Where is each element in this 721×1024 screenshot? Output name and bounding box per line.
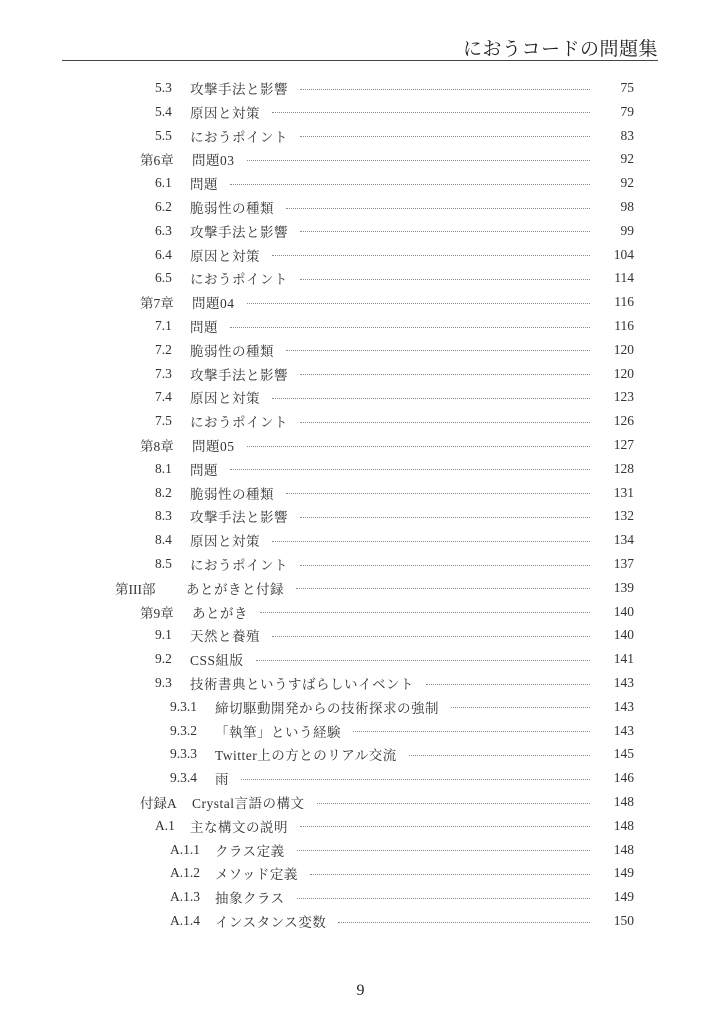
toc-entry-number: 9.3.3 bbox=[170, 746, 197, 762]
dot-leader bbox=[286, 493, 590, 494]
toc-entry-number: 8.2 bbox=[155, 484, 172, 500]
toc-entry-page: 92 bbox=[620, 151, 634, 167]
toc-entry-chapter[interactable] bbox=[140, 291, 634, 313]
toc-entry-title: 攻撃手法と影響 bbox=[190, 224, 288, 240]
toc-entry-number: 第6章 bbox=[140, 153, 174, 169]
toc-entry-section[interactable] bbox=[155, 244, 634, 266]
toc-entry-number: 9.3.2 bbox=[170, 722, 197, 738]
toc-entry-page: 123 bbox=[613, 389, 634, 405]
toc-entry-page: 149 bbox=[613, 865, 634, 881]
toc-entry-title: 抽象クラス bbox=[215, 891, 285, 907]
toc-entry-page: 79 bbox=[620, 103, 634, 119]
toc-entry-number: 9.3.1 bbox=[170, 698, 197, 714]
toc-entry-page: 131 bbox=[613, 484, 634, 500]
toc-entry-title: 脆弱性の種類 bbox=[190, 486, 274, 502]
toc-entry-title: 攻撃手法と影響 bbox=[190, 367, 288, 383]
toc-entry-number: 9.3.4 bbox=[170, 770, 197, 786]
dot-leader bbox=[272, 255, 590, 256]
toc-entry-section[interactable] bbox=[155, 529, 634, 551]
toc-entry-page: 120 bbox=[613, 365, 634, 381]
dot-leader bbox=[272, 541, 590, 542]
toc-entry-title: 脆弱性の種類 bbox=[190, 343, 274, 359]
dot-leader bbox=[272, 112, 590, 113]
dot-leader bbox=[247, 303, 591, 304]
dot-leader bbox=[300, 89, 590, 90]
dot-leader bbox=[426, 684, 590, 685]
toc-entry-section[interactable] bbox=[155, 339, 634, 361]
toc-entry-section[interactable] bbox=[155, 553, 634, 575]
toc-entry-number: 8.4 bbox=[155, 532, 172, 548]
toc-entry-title: におうポイント bbox=[190, 272, 288, 288]
toc-entry-title: 雨 bbox=[215, 772, 229, 788]
toc-entry-page: 150 bbox=[613, 913, 634, 928]
toc-entry-title: におうポイント bbox=[190, 558, 288, 573]
toc-entry-title: Crystal言語の構文 bbox=[192, 796, 305, 811]
toc-entry-title: 技術書典というすばらしいイベント bbox=[190, 677, 414, 692]
header-rule bbox=[62, 60, 658, 61]
dot-leader bbox=[300, 279, 590, 280]
toc-entry-number: 9.3 bbox=[155, 675, 172, 690]
toc-entry-number: 8.1 bbox=[155, 460, 172, 476]
toc-entry-section[interactable] bbox=[155, 648, 634, 670]
toc-entry-page: 148 bbox=[613, 794, 634, 809]
dot-leader bbox=[300, 826, 590, 827]
toc-entry-number: 9.2 bbox=[155, 651, 172, 667]
running-header-title: におうコードの問題集 bbox=[462, 38, 658, 60]
toc-entry-number: 5.5 bbox=[155, 127, 172, 143]
toc-entry-title: 攻撃手法と影響 bbox=[190, 82, 288, 97]
toc-entry-page: 116 bbox=[614, 318, 634, 333]
toc-entry-subsection[interactable] bbox=[170, 767, 634, 789]
toc-entry-number: 6.3 bbox=[155, 222, 172, 238]
toc-entry-page: 146 bbox=[613, 770, 634, 786]
toc-entry-page: 116 bbox=[614, 294, 634, 310]
toc-entry-section[interactable] bbox=[155, 482, 634, 504]
toc-entry-number: 7.3 bbox=[155, 365, 172, 381]
dot-leader bbox=[297, 898, 590, 899]
toc-entry-number: 6.2 bbox=[155, 199, 172, 214]
toc-entry-title: あとがき bbox=[192, 605, 248, 621]
dot-leader bbox=[256, 660, 590, 661]
toc-entry-title: 攻撃手法と影響 bbox=[190, 510, 288, 526]
toc-entry-page: 143 bbox=[613, 722, 634, 738]
toc-entry-section[interactable] bbox=[155, 624, 634, 646]
toc-entry-number: 5.4 bbox=[155, 103, 172, 119]
toc-entry-number: A.1.4 bbox=[170, 913, 200, 928]
toc-entry-subsection[interactable] bbox=[170, 862, 634, 884]
toc-entry-section[interactable] bbox=[155, 672, 634, 694]
dot-leader bbox=[272, 636, 590, 637]
toc-entry-section[interactable] bbox=[155, 315, 634, 337]
dot-leader bbox=[286, 208, 590, 209]
toc-entry-title: 原因と対策 bbox=[190, 534, 260, 550]
toc-entry-number: 第9章 bbox=[140, 605, 174, 621]
toc-entry-page: 75 bbox=[620, 80, 634, 95]
dot-leader bbox=[230, 184, 590, 185]
toc-entry-number: 7.5 bbox=[155, 413, 172, 429]
toc-entry-page: 140 bbox=[613, 603, 634, 619]
toc-entry-number: 第III部 bbox=[115, 581, 156, 597]
dot-leader bbox=[296, 588, 590, 589]
toc-entry-subsection[interactable] bbox=[170, 886, 634, 908]
toc-entry-title: 原因と対策 bbox=[190, 105, 260, 121]
toc-entry-title: クラス定義 bbox=[215, 843, 285, 859]
toc-entry-title: におうポイント bbox=[190, 129, 288, 145]
toc-entry-page: 126 bbox=[613, 413, 634, 429]
dot-leader bbox=[247, 160, 591, 161]
toc-entry-number: 7.4 bbox=[155, 389, 172, 405]
toc-entry-section[interactable] bbox=[155, 815, 634, 837]
toc-entry-page: 98 bbox=[620, 199, 634, 214]
toc-entry-chapter[interactable] bbox=[140, 601, 634, 623]
toc-entry-page: 143 bbox=[613, 698, 634, 714]
dot-leader bbox=[241, 779, 590, 780]
toc-entry-title: 「執筆」という経験 bbox=[215, 724, 341, 740]
dot-leader bbox=[310, 874, 590, 875]
dot-leader bbox=[300, 422, 590, 423]
toc-entry-section[interactable] bbox=[155, 101, 634, 123]
dot-leader bbox=[409, 755, 590, 756]
toc-entry-page: 128 bbox=[613, 460, 634, 476]
toc-entry-subsection[interactable] bbox=[170, 696, 634, 718]
toc-entry-section[interactable] bbox=[155, 267, 634, 289]
toc-entry-number: A.1 bbox=[155, 817, 175, 833]
toc-entry-page: 141 bbox=[613, 651, 634, 667]
dot-leader bbox=[247, 446, 591, 447]
dot-leader bbox=[300, 231, 590, 232]
toc-entry-title: 問題 bbox=[190, 462, 218, 478]
toc-entry-number: 6.5 bbox=[155, 270, 172, 286]
toc-entry-title: インスタンス変数 bbox=[215, 915, 327, 930]
dot-leader bbox=[272, 398, 590, 399]
page-number: 9 bbox=[356, 982, 365, 999]
toc-entry-title: メソッド定義 bbox=[215, 867, 298, 883]
toc-entry-number: 付録A bbox=[140, 796, 177, 811]
dot-leader bbox=[230, 469, 590, 470]
toc-entry-page: 149 bbox=[613, 889, 634, 905]
toc-entry-page: 99 bbox=[620, 222, 634, 238]
toc-entry-section[interactable] bbox=[155, 77, 634, 99]
toc-entry-number: 7.2 bbox=[155, 341, 172, 357]
toc-entry-section[interactable] bbox=[155, 363, 634, 385]
toc-entry-title: 問題05 bbox=[192, 439, 235, 454]
toc-entry-number: 8.3 bbox=[155, 508, 172, 524]
toc-entry-title: 原因と対策 bbox=[190, 391, 260, 407]
toc-entry-page: 120 bbox=[613, 341, 634, 357]
toc-entry-subsection[interactable] bbox=[170, 839, 634, 861]
dot-leader bbox=[286, 350, 590, 351]
toc-entry-title: 問題 bbox=[190, 320, 218, 335]
toc-entry-page: 132 bbox=[613, 508, 634, 524]
toc-entry-chapter[interactable] bbox=[140, 791, 634, 813]
toc-entry-number: 6.4 bbox=[155, 246, 172, 262]
dot-leader bbox=[300, 517, 590, 518]
toc-entry-number: 6.1 bbox=[155, 175, 172, 191]
toc-entry-page: 148 bbox=[613, 817, 634, 833]
toc-entry-page: 139 bbox=[613, 579, 634, 595]
toc-entry-title: 締切駆動開発からの技術探求の強制 bbox=[215, 700, 439, 716]
toc-entry-title: 主な構文の説明 bbox=[190, 819, 288, 835]
toc-entry-section[interactable] bbox=[155, 410, 634, 432]
toc-entry-title: 脆弱性の種類 bbox=[190, 201, 274, 216]
toc-entry-subsection[interactable] bbox=[170, 910, 634, 932]
toc-entry-number: 第7章 bbox=[140, 296, 174, 312]
toc-entry-number: A.1.2 bbox=[170, 865, 200, 881]
toc-entry-page: 92 bbox=[620, 175, 634, 191]
toc-entry-section[interactable] bbox=[155, 172, 634, 194]
toc-entry-page: 134 bbox=[613, 532, 634, 548]
dot-leader bbox=[451, 707, 590, 708]
toc-entry-chapter[interactable] bbox=[140, 148, 634, 170]
toc-entry-part[interactable] bbox=[115, 577, 634, 599]
toc-entry-page: 104 bbox=[613, 246, 634, 262]
toc-entry-page: 127 bbox=[613, 437, 634, 452]
toc-entry-title: 問題03 bbox=[192, 153, 235, 169]
dot-leader bbox=[297, 850, 590, 851]
toc-entry-title: におうポイント bbox=[190, 415, 288, 431]
toc-entry-subsection[interactable] bbox=[170, 743, 634, 765]
toc-entry-chapter[interactable] bbox=[140, 434, 634, 456]
toc-entry-page: 143 bbox=[613, 675, 634, 690]
toc-entry-subsection[interactable] bbox=[170, 720, 634, 742]
dot-leader bbox=[300, 374, 590, 375]
toc-entry-section[interactable] bbox=[155, 458, 634, 480]
toc-entry-title: 問題04 bbox=[192, 296, 235, 312]
toc-entry-title: 天然と養殖 bbox=[190, 629, 260, 645]
dot-leader bbox=[260, 612, 590, 613]
dot-leader bbox=[230, 327, 590, 328]
toc-entry-title: 原因と対策 bbox=[190, 248, 260, 264]
dot-leader bbox=[338, 922, 590, 923]
toc-entry-number: 8.5 bbox=[155, 556, 172, 571]
toc-entry-title: Twitter上の方とのリアル交流 bbox=[215, 748, 397, 764]
toc-entry-number: 9.1 bbox=[155, 627, 172, 643]
toc-entry-section[interactable] bbox=[155, 196, 634, 218]
toc-entry-page: 148 bbox=[613, 841, 634, 857]
toc-entry-page: 145 bbox=[613, 746, 634, 762]
toc-entry-page: 137 bbox=[613, 556, 634, 571]
toc-entry-title: あとがきと付録 bbox=[186, 581, 284, 597]
toc-entry-number: A.1.1 bbox=[170, 841, 200, 857]
dot-leader bbox=[317, 803, 591, 804]
toc-entry-section[interactable] bbox=[155, 386, 634, 408]
toc-entry-number: 5.3 bbox=[155, 80, 172, 95]
toc-entry-page: 114 bbox=[614, 270, 634, 286]
dot-leader bbox=[353, 731, 590, 732]
toc-entry-title: CSS組版 bbox=[190, 653, 244, 669]
toc-entry-page: 83 bbox=[620, 127, 634, 143]
toc-entry-title: 問題 bbox=[190, 177, 218, 193]
dot-leader bbox=[300, 136, 590, 137]
dot-leader bbox=[300, 565, 590, 566]
toc-entry-section[interactable] bbox=[155, 220, 634, 242]
toc-entry-number: A.1.3 bbox=[170, 889, 200, 905]
toc-entry-number: 第8章 bbox=[140, 439, 174, 454]
toc-entry-page: 140 bbox=[613, 627, 634, 643]
toc-entry-number: 7.1 bbox=[155, 318, 172, 333]
toc-entry-section[interactable] bbox=[155, 505, 634, 527]
toc-entry-section[interactable] bbox=[155, 125, 634, 147]
